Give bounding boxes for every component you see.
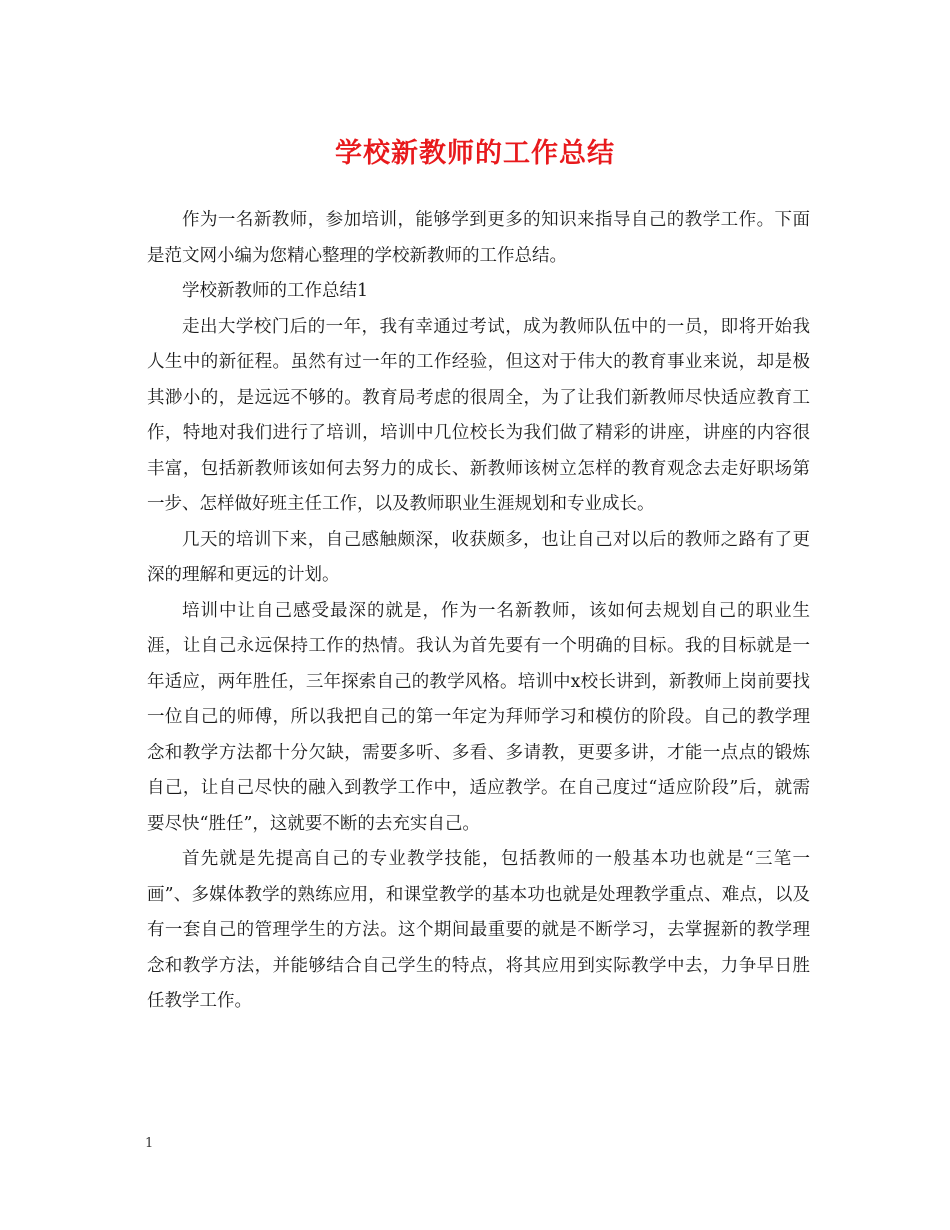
document-title: 学校新教师的工作总结 bbox=[335, 138, 615, 169]
document-body bbox=[147, 203, 810, 1020]
paragraph: 培训中让自己感受最深的就是，作为一名新教师，该如何去规划自己的职业生涯，让自己永远保持工作的热情。我认为首先要有一个明确的目标。我的目标就是一年适应，两年胜任，三年探索自己的教学风格。培训中x校长讲到，新教师上岗前要找一位自己的师傅，所以我把自己的第一年定为拜师学习和模仿的阶段。自己的教学理念和教学方法都十分欠缺，需要多听、多看、多请教，更要多讲，才能一点点的锻炼自己，让自己尽快的融入到教学工作中，适应教学。在自己度过“适应阶段”后，就需要尽快“胜任”，这就要不断的去充实自己。 bbox=[147, 600, 810, 834]
paragraph: 走出大学校门后的一年，我有幸通过考试，成为教师队伍中的一员，即将开始我人生中的新征程。虽然有过一年的工作经验，但这对于伟大的教育事业来说，却是极其渺小的，是远远不够的。教育局考虑的很周全，为了让我们新教师尽快适应教育工作，特地对我们进行了培训，培训中几位校长为我们做了精彩的讲座，讲座的内容很丰富，包括新教师该如何去努力的成长、新教师该树立怎样的教育观念去走好职场第一步、怎样做好班主任工作，以及教师职业生涯规划和专业成长。 bbox=[147, 316, 810, 514]
paragraph: 首先就是先提高自己的专业教学技能，包括教师的一般基本功也就是“三笔一画”、多媒体教学的熟练应用，和课堂教学的基本功也就是处理教学重点、难点，以及有一套自己的管理学生的方法。这个期间最重要的就是不断学习，去掌握新的教学理念和教学方法，并能够结合自己学生的特点，将其应用到实际教学中去，力争早日胜任教学工作。 bbox=[147, 849, 810, 1011]
page-number: 1 bbox=[145, 1136, 154, 1151]
paragraph: 几天的培训下来，自己感触颇深，收获颇多，也让自己对以后的教师之路有了更深的理解和更远的计划。 bbox=[147, 529, 810, 585]
section-heading: 学校新教师的工作总结1 bbox=[182, 281, 369, 301]
paragraph-intro: 作为一名新教师，参加培训，能够学到更多的知识来指导自己的教学工作。下面是范文网小编为您精心整理的学校新教师的工作总结。 bbox=[147, 210, 810, 266]
